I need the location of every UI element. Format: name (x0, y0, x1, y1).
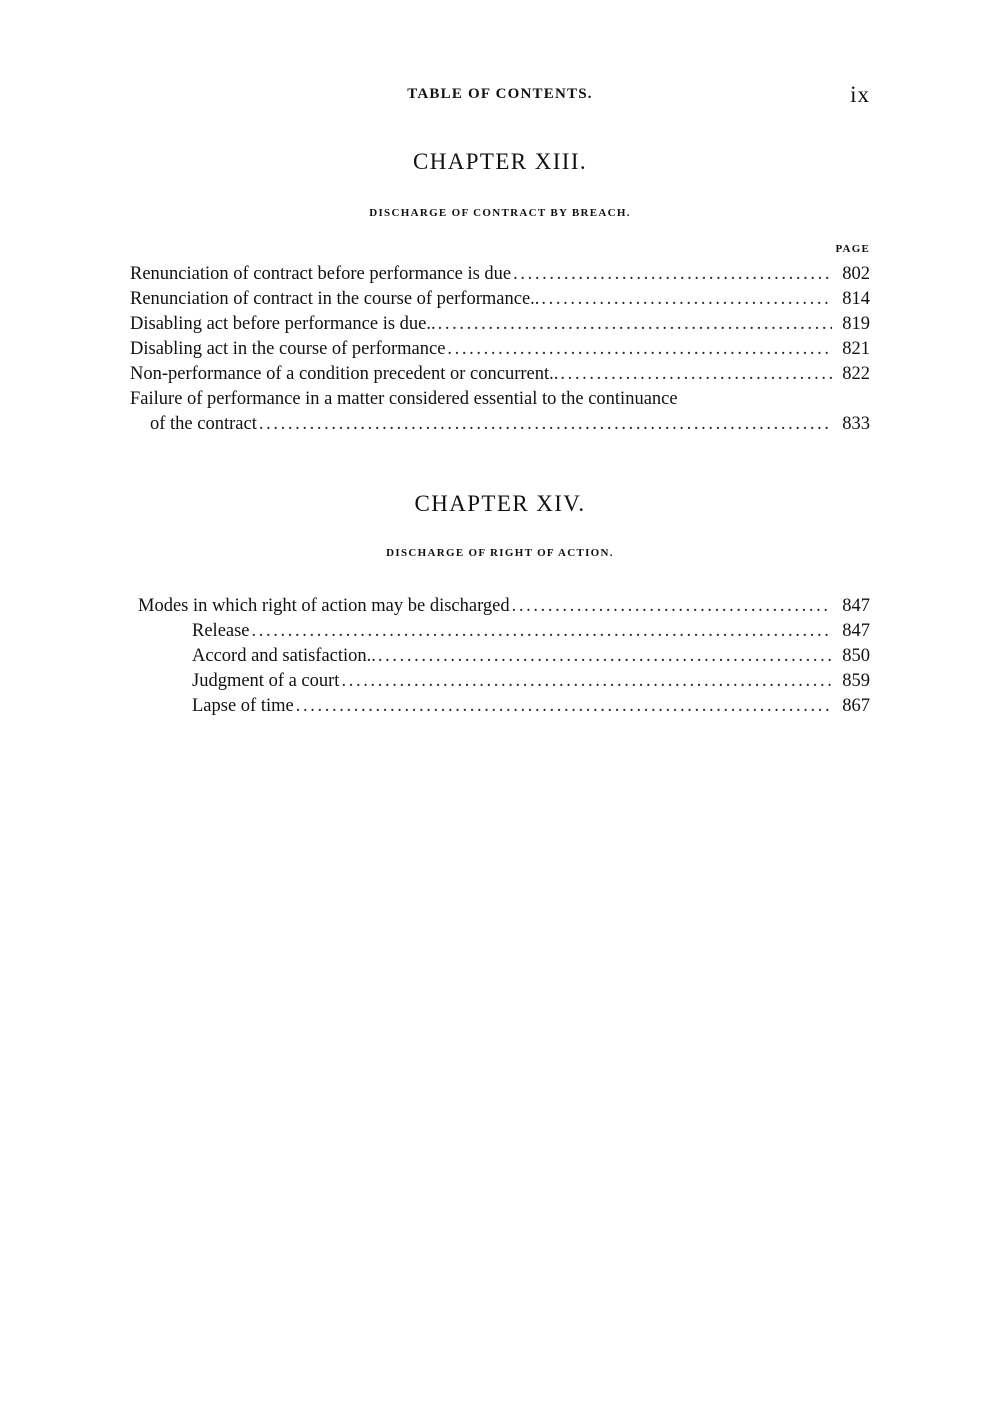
dot-leader (296, 694, 832, 719)
toc-entry-title: Renunciation of contract in the course of performance.. (130, 289, 540, 309)
toc-entry-page: 821 (842, 339, 870, 359)
running-head (130, 84, 870, 112)
page-number: ix (850, 82, 870, 107)
toc-entry-page: 819 (842, 314, 870, 334)
toc-entries (130, 262, 870, 437)
dot-leader (378, 644, 832, 669)
toc-entry-title-line2: of the contract (150, 414, 257, 434)
toc-entry-title: Modes in which right of action may be discharged (138, 596, 510, 616)
dot-leader (560, 362, 832, 387)
toc-entry[interactable] (130, 387, 870, 412)
toc-entry-title: Release (192, 621, 250, 641)
chapter-subtitle: DISCHARGE OF CONTRACT BY BREACH. (369, 207, 631, 219)
toc-entry[interactable] (130, 594, 870, 619)
dot-leader (513, 262, 832, 287)
toc-entry-title: Disabling act in the course of performance (130, 339, 446, 359)
dot-leader (447, 337, 832, 362)
dot-leader (259, 412, 832, 437)
toc-entry-page: 850 (842, 646, 870, 666)
toc-subentry[interactable] (130, 694, 870, 719)
toc-entry-page: 867 (842, 696, 870, 716)
toc-entry-title: Disabling act before performance is due.. (130, 314, 436, 334)
chapter-heading: CHAPTER XIII. (412, 149, 588, 174)
toc-entry[interactable] (130, 337, 870, 362)
toc-entry-title: Accord and satisfaction.. (192, 646, 376, 666)
toc-entry-page: 859 (842, 671, 870, 691)
running-title: TABLE OF CONTENTS. (407, 86, 593, 102)
dot-leader (341, 669, 832, 694)
toc-entry-title: Lapse of time (192, 696, 294, 716)
dot-leader (541, 287, 832, 312)
toc-subentry[interactable] (130, 619, 870, 644)
dot-leader (252, 619, 832, 644)
toc-entry[interactable] (130, 362, 870, 387)
toc-entry[interactable] (130, 312, 870, 337)
dot-leader (438, 312, 832, 337)
toc-entries (130, 594, 870, 719)
toc-entry-page: 833 (842, 414, 870, 434)
chapter-subtitle: DISCHARGE OF RIGHT OF ACTION. (386, 547, 614, 559)
dot-leader (512, 594, 832, 619)
toc-entry-page: 847 (842, 621, 870, 641)
toc-entry-title: Renunciation of contract before performance is due (130, 264, 512, 284)
toc-entry[interactable] (130, 287, 870, 312)
chapter-xiv (130, 488, 870, 719)
toc-entry-page: 814 (842, 289, 870, 309)
chapter-xiii (130, 146, 870, 437)
toc-entry-title-line1: Failure of performance in a matter considered essential to the continuance (130, 389, 678, 409)
page-column-label: PAGE (835, 243, 870, 255)
toc-subentry[interactable] (130, 669, 870, 694)
toc-entry-title: Non-performance of a condition precedent or concurrent.. (130, 364, 559, 384)
toc-entry-title: Judgment of a court (192, 671, 340, 691)
toc-entry-continuation[interactable] (130, 412, 870, 437)
toc-entry-page: 802 (842, 264, 870, 284)
toc-entry-page: 822 (842, 364, 870, 384)
chapter-heading: CHAPTER XIV. (414, 491, 586, 516)
toc-entry-page: 847 (842, 596, 870, 616)
toc-entry[interactable] (130, 262, 870, 287)
toc-subentry[interactable] (130, 644, 870, 669)
